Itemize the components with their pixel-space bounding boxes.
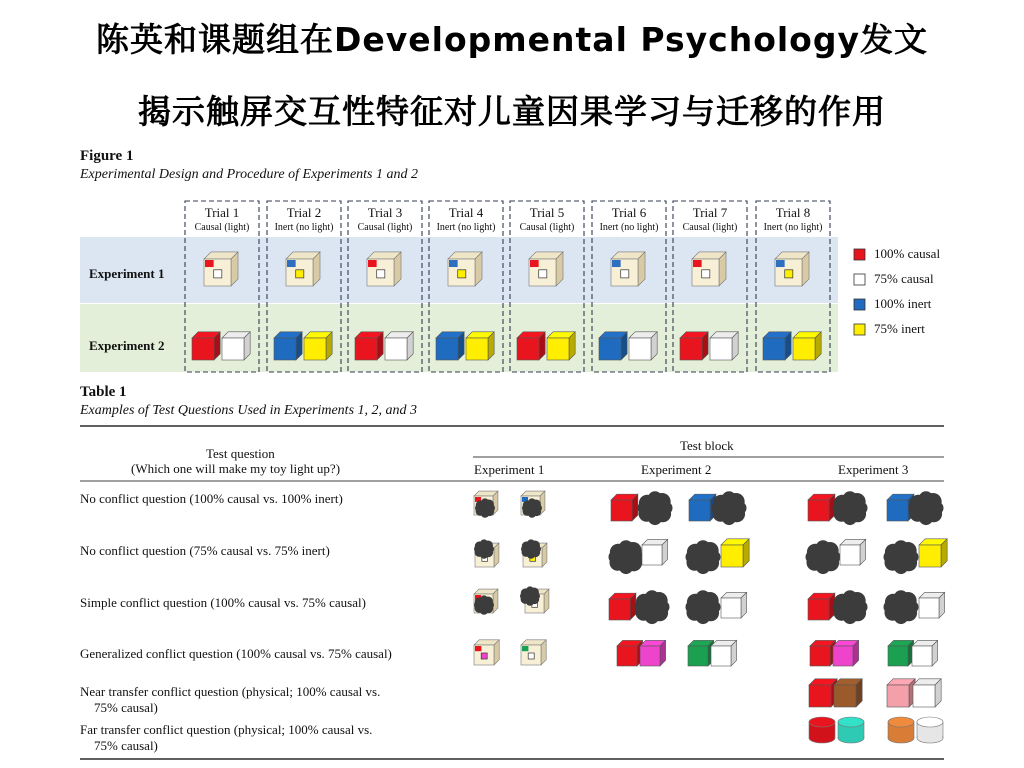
occluder-part: [843, 511, 857, 525]
cube-front: [793, 338, 815, 360]
cube-front: [763, 338, 785, 360]
occluder-part: [833, 601, 846, 614]
occluder-part: [522, 504, 529, 511]
experiment-2-cube: [710, 332, 738, 360]
occluder-part: [475, 504, 482, 511]
occluder: [909, 491, 944, 525]
exp2-test-cube: [642, 539, 668, 565]
occluder-part: [833, 502, 846, 515]
exp3-transfer-cylinder: [917, 717, 943, 743]
exp3-transfer-cube: [913, 679, 941, 707]
box-window: [528, 653, 534, 659]
occluder: [474, 595, 494, 614]
occluder: [884, 540, 919, 574]
occluder-part: [855, 502, 868, 515]
occluder-part: [734, 502, 747, 515]
legend-label: 75% inert: [874, 321, 925, 336]
occluder-part: [696, 540, 710, 554]
occluder-part: [906, 601, 919, 614]
occluder: [474, 539, 494, 558]
trial-name: Trial 5: [529, 205, 565, 220]
question-text: No conflict question (100% causal vs. 100% inert): [80, 491, 343, 506]
exp3-test-cube: [840, 539, 866, 565]
cube-front: [887, 500, 908, 521]
cylinder-top: [809, 717, 835, 727]
occluder-part: [686, 601, 699, 614]
occluder-part: [660, 502, 673, 515]
occluder: [522, 498, 542, 517]
exp2-test-cube: [721, 592, 747, 618]
slide-title-line-2: 揭示触屏交互性特征对儿童因果学习与迁移的作用: [138, 92, 886, 131]
experiment-2-cube: [680, 332, 708, 360]
exp3-test-cube: [919, 539, 947, 567]
cube-front: [680, 338, 702, 360]
occluder-part: [686, 551, 699, 564]
experiment-1-box: [529, 252, 563, 286]
box-color-tag: [530, 260, 539, 267]
exp2-test-cube: [721, 539, 749, 567]
occluder-part: [645, 590, 659, 604]
experiment-2-cube: [355, 332, 383, 360]
legend-label: 100% causal: [874, 246, 941, 261]
box-color-tag: [475, 646, 481, 651]
exp2-test-cube: [640, 640, 666, 666]
experiment-1-box: [367, 252, 401, 286]
question-text: Simple conflict question (100% causal vs. 75% causal): [80, 595, 366, 610]
experiment-1-box: [775, 252, 809, 286]
trial-name: Trial 2: [286, 205, 322, 220]
legend-swatch: [854, 249, 865, 260]
occluder: [521, 539, 541, 558]
occluder-part: [609, 551, 622, 564]
experiment-2-cube: [274, 332, 302, 360]
cube-front: [547, 338, 569, 360]
occluder-part: [488, 504, 495, 511]
occluder-part: [894, 560, 908, 574]
cube-front: [640, 646, 660, 666]
cube-front: [809, 685, 831, 707]
trial-type: Causal (light): [194, 222, 250, 233]
experiment-2-cube: [385, 332, 413, 360]
occluder-part: [480, 595, 488, 603]
cube-front: [913, 685, 935, 707]
occluder-part: [474, 545, 481, 552]
occluder-part: [648, 491, 662, 505]
cube-front: [629, 338, 651, 360]
occluder-part: [696, 560, 710, 574]
occluder-part: [894, 610, 908, 624]
exp3-test-cube: [833, 640, 859, 666]
exp3-test-cube: [919, 592, 945, 618]
question-text-cont: 75% causal): [94, 700, 158, 715]
exp3-transfer-cube: [887, 679, 915, 707]
trial-type: Causal (light): [357, 222, 413, 233]
question-text: No conflict question (75% causal vs. 75% inert): [80, 543, 330, 558]
question-header-sub: (Which one will make my toy light up?): [131, 461, 341, 476]
experiment-2-cube: [466, 332, 494, 360]
occluder: [609, 540, 644, 574]
occluder-part: [527, 539, 535, 547]
trial-name: Trial 4: [448, 205, 484, 220]
occluder-part: [816, 540, 830, 554]
occluder-part: [696, 610, 710, 624]
trial-type: Inert (no light): [274, 222, 334, 233]
experiment-1-box: [448, 252, 482, 286]
experiment-2-cube: [547, 332, 575, 360]
occluder-part: [806, 551, 819, 564]
cube-front: [599, 338, 621, 360]
cube-front: [688, 646, 708, 666]
exp2-test-cube: [611, 494, 638, 521]
question-text: Generalized conflict question (100% causal vs. 75% causal): [80, 646, 392, 661]
occluder-part: [528, 498, 536, 506]
box-window: [785, 270, 793, 278]
occluder-part: [931, 502, 944, 515]
experiment-1-box: [204, 252, 238, 286]
box-window: [539, 270, 547, 278]
exp2-test-cube: [711, 640, 737, 666]
occluder-part: [481, 510, 489, 518]
experiment-2-column-header: Experiment 2: [641, 462, 712, 477]
occluder-part: [708, 551, 721, 564]
cube-front: [834, 685, 856, 707]
experiment-1-box: [611, 252, 645, 286]
occluder-part: [645, 610, 659, 624]
cube-front: [721, 545, 743, 567]
cube-front: [833, 646, 853, 666]
cube-front: [466, 338, 488, 360]
cube-front: [721, 598, 741, 618]
occluder-part: [526, 586, 534, 594]
trial-type: Causal (light): [682, 222, 738, 233]
occluder-part: [487, 601, 494, 608]
exp1-test-box: [474, 640, 499, 665]
cube-front: [355, 338, 377, 360]
exp3-test-cube: [808, 593, 835, 620]
occluder: [520, 586, 540, 605]
cube-front: [385, 338, 407, 360]
cube-front: [887, 685, 909, 707]
occluder-part: [843, 491, 857, 505]
trial-type: Causal (light): [519, 222, 575, 233]
occluder-part: [855, 601, 868, 614]
occluder-part: [843, 610, 857, 624]
exp3-transfer-cylinder: [888, 717, 914, 743]
box-color-tag: [205, 260, 214, 267]
box-window: [296, 270, 304, 278]
cube-front: [710, 338, 732, 360]
box-color-tag: [776, 260, 785, 267]
occluder: [635, 590, 670, 624]
legend-swatch: [854, 299, 865, 310]
cube-front: [888, 646, 908, 666]
occluder-part: [526, 598, 534, 606]
experiment-2-cube: [599, 332, 627, 360]
cube-front: [689, 500, 710, 521]
legend-label: 75% causal: [874, 271, 934, 286]
cylinder-top: [917, 717, 943, 727]
occluder: [833, 491, 868, 525]
occluder-part: [648, 511, 662, 525]
occluder-part: [909, 502, 922, 515]
experiment-2-cube: [793, 332, 821, 360]
exp3-test-cube: [808, 494, 835, 521]
question-text: Near transfer conflict question (physical; 100% causal vs.: [80, 684, 381, 699]
cube-front: [436, 338, 458, 360]
experiment-2-cube: [517, 332, 545, 360]
exp3-transfer-cube: [834, 679, 862, 707]
cube-front: [642, 545, 662, 565]
occluder-part: [480, 551, 488, 559]
cube-front: [304, 338, 326, 360]
exp3-transfer-cylinder: [838, 717, 864, 743]
occluder: [833, 590, 868, 624]
cube-front: [611, 500, 632, 521]
cube-front: [840, 545, 860, 565]
figure-caption: Experimental Design and Procedure of Experiments 1 and 2: [80, 167, 419, 182]
box-window: [702, 270, 710, 278]
cube-front: [912, 646, 932, 666]
legend-swatch: [854, 274, 865, 285]
occluder-part: [696, 590, 710, 604]
box-window: [377, 270, 385, 278]
trial-type: Inert (no light): [763, 222, 823, 233]
box-color-tag: [449, 260, 458, 267]
occluder-part: [521, 545, 528, 552]
occluder-part: [619, 540, 633, 554]
exp3-transfer-cylinder: [809, 717, 835, 743]
occluder: [806, 540, 841, 574]
cube-front: [808, 500, 829, 521]
trial-name: Trial 8: [775, 205, 811, 220]
occluder-part: [894, 590, 908, 604]
occluder: [638, 491, 673, 525]
occluder-part: [487, 545, 494, 552]
occluder-part: [619, 560, 633, 574]
occluder-part: [708, 601, 721, 614]
cylinder-top: [888, 717, 914, 727]
experiment-1-box: [692, 252, 726, 286]
occluder-part: [528, 510, 536, 518]
occluder-part: [657, 601, 670, 614]
experiment-2-cube: [763, 332, 791, 360]
exp3-test-cube: [888, 640, 914, 666]
experiment-2-cube: [304, 332, 332, 360]
occluder-part: [533, 592, 540, 599]
occluder-part: [712, 502, 725, 515]
box-color-tag: [693, 260, 702, 267]
cube-front: [274, 338, 296, 360]
figure-label: Figure 1: [80, 148, 134, 164]
exp2-test-cube: [609, 593, 636, 620]
experiment-2-cube: [192, 332, 220, 360]
box-window: [458, 270, 466, 278]
trial-name: Trial 1: [204, 205, 240, 220]
occluder-part: [722, 491, 736, 505]
trial-name: Trial 7: [692, 205, 728, 220]
occluder-part: [481, 498, 489, 506]
occluder: [686, 540, 721, 574]
occluder-part: [919, 491, 933, 505]
experiment-2-cube: [436, 332, 464, 360]
cube-front: [808, 599, 829, 620]
question-text: Far transfer conflict question (physical; 100% causal vs.: [80, 722, 373, 737]
exp1-test-box: [521, 640, 546, 665]
cube-front: [192, 338, 214, 360]
occluder: [884, 590, 919, 624]
experiment-2-cube: [629, 332, 657, 360]
cube-front: [919, 598, 939, 618]
cube-front: [222, 338, 244, 360]
trial-name: Trial 6: [611, 205, 647, 220]
occluder-part: [635, 601, 648, 614]
occluder-part: [474, 601, 481, 608]
box-color-tag: [368, 260, 377, 267]
occluder-part: [884, 601, 897, 614]
box-color-tag: [612, 260, 621, 267]
occluder-part: [894, 540, 908, 554]
cube-front: [617, 646, 637, 666]
occluder-part: [884, 551, 897, 564]
occluder-part: [631, 551, 644, 564]
box-color-tag: [287, 260, 296, 267]
occluder-part: [816, 560, 830, 574]
occluder-part: [520, 592, 527, 599]
cube-front: [609, 599, 630, 620]
table-caption: Examples of Test Questions Used in Experiments 1, 2, and 3: [80, 403, 418, 418]
exp3-transfer-cube: [809, 679, 837, 707]
legend-swatch: [854, 324, 865, 335]
trial-type: Inert (no light): [599, 222, 659, 233]
occluder-part: [828, 551, 841, 564]
occluder-part: [906, 551, 919, 564]
occluder-part: [480, 607, 488, 615]
experiment-2-label: Experiment 2: [89, 338, 165, 353]
box-window: [481, 653, 487, 659]
occluder-part: [535, 504, 542, 511]
cylinder-top: [838, 717, 864, 727]
box-color-tag: [522, 646, 528, 651]
exp2-test-cube: [688, 640, 714, 666]
experiment-1-label: Experiment 1: [89, 266, 165, 281]
occluder-part: [722, 511, 736, 525]
cube-front: [517, 338, 539, 360]
slide-title-line-1: 陈英和课题组在Developmental Psychology发文: [96, 20, 928, 59]
exp3-test-cube: [810, 640, 836, 666]
exp2-test-cube: [617, 640, 643, 666]
occluder: [712, 491, 747, 525]
experiment-1-column-header: Experiment 1: [474, 462, 545, 477]
cube-front: [711, 646, 731, 666]
occluder-part: [843, 590, 857, 604]
occluder-part: [534, 545, 541, 552]
question-header: Test question: [206, 446, 275, 461]
box-window: [621, 270, 629, 278]
cube-front: [810, 646, 830, 666]
experiment-1-box: [286, 252, 320, 286]
cube-front: [919, 545, 941, 567]
box-window: [214, 270, 222, 278]
question-text-cont: 75% causal): [94, 738, 158, 753]
legend-label: 100% inert: [874, 296, 932, 311]
occluder-part: [638, 502, 651, 515]
trial-name: Trial 3: [367, 205, 403, 220]
trial-type: Inert (no light): [436, 222, 496, 233]
test-block-header: Test block: [680, 438, 734, 453]
occluder: [686, 590, 721, 624]
exp3-test-cube: [912, 640, 938, 666]
occluder-part: [919, 511, 933, 525]
experiment-2-cube: [222, 332, 250, 360]
table-label: Table 1: [80, 384, 127, 400]
occluder-part: [480, 539, 488, 547]
occluder: [475, 498, 495, 517]
occluder-part: [527, 551, 535, 559]
experiment-3-column-header: Experiment 3: [838, 462, 909, 477]
